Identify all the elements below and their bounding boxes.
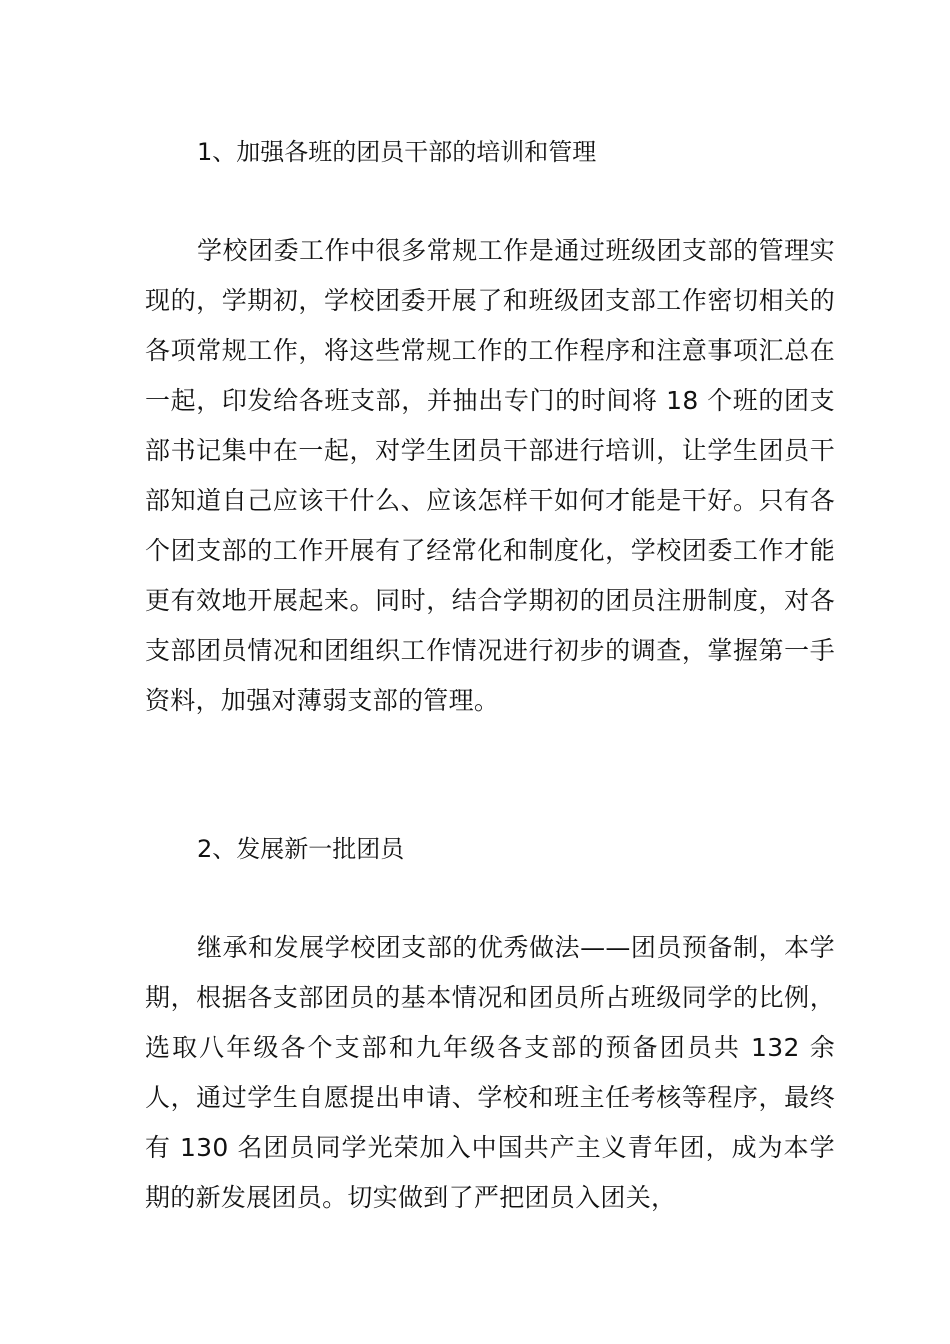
section-1-paragraph: 学校团委工作中很多常规工作是通过班级团支部的管理实现的，学期初，学校团委开展了和班级团支部工作密切相关的各项常规工作，将这些常规工作的工作程序和注意事项汇总在一起，印发给各班支部，并抽出专门的时间将 18 个班的团支部书记集中在一起，对学生团员干部进行培训，让学生团员干部知道自己应该干什么、应该怎样干如何才能是干好。只有各个团支部的工作开展有了经常化和制度化，学校团委工作才能更有效地开展起来。同时，结合学期初的团员注册制度，对各支部团员情况和团组织工作情况进行初步的调查，掌握第一手资料，加强对薄弱支部的管理。 xyxy=(145,236,835,715)
section-1-heading: 1、加强各班的团员干部的培训和管理 xyxy=(197,138,597,166)
section-2-paragraph: 继承和发展学校团支部的优秀做法——团员预备制，本学期，根据各支部团员的基本情况和团员所占班级同学的比例，选取八年级各个支部和九年级各支部的预备团员共 132 余人，通过学生自愿提出申请、学校和班主任考核等程序，最终有 130 名团员同学光荣加入中国共产主义青年团，成为本学期的新发展团员。切实做到了严把团员入团关， xyxy=(145,933,835,1212)
section-2-heading: 2、发展新一批团员 xyxy=(197,835,405,863)
